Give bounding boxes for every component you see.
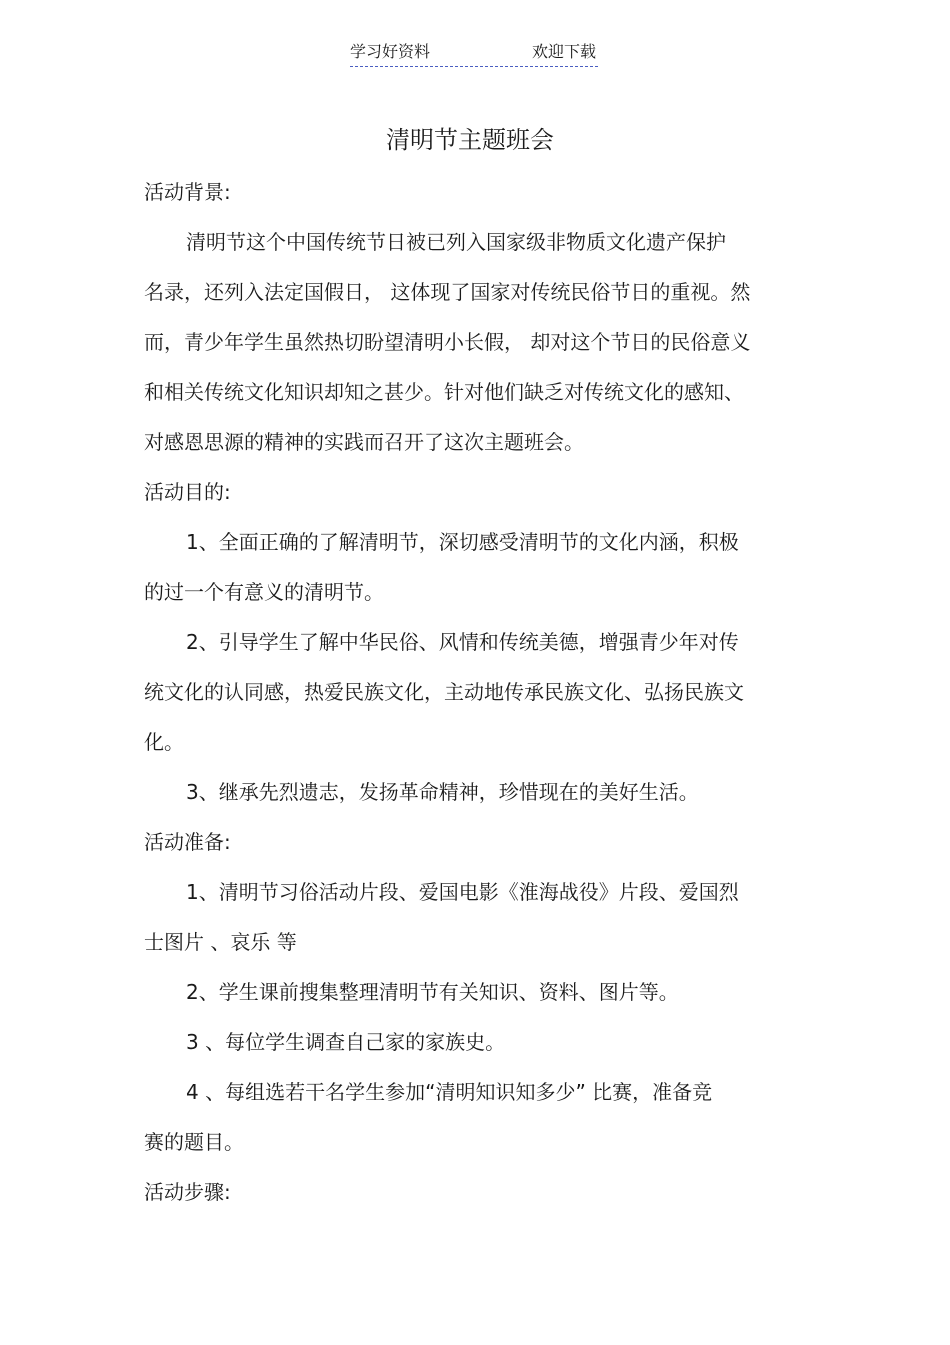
paragraph-line: 3、继承先烈遗志，发扬革命精神，珍惜现在的美好生活。	[186, 780, 699, 804]
paragraph-line: 3 、每位学生调查自己家的家族史。	[186, 1030, 506, 1054]
page-header	[350, 41, 598, 67]
paragraph-line: 统文化的认同感，热爱民族文化，主动地传承民族文化、弘扬民族文	[144, 680, 744, 704]
section-heading-background: 活动背景:	[144, 180, 231, 204]
paragraph-line: 士图片 、哀乐 等	[144, 930, 297, 954]
paragraph-line: 而，青少年学生虽然热切盼望清明小长假， 却对这个节日的民俗意义	[144, 330, 751, 354]
section-heading-steps: 活动步骤:	[144, 1180, 231, 1204]
paragraph-line: 1、全面正确的了解清明节，深切感受清明节的文化内涵，积极	[186, 530, 739, 554]
paragraph-line: 2、学生课前搜集整理清明节有关知识、资料、图片等。	[186, 980, 679, 1004]
paragraph-line: 1、清明节习俗活动片段、爱国电影《淮海战役》片段、爱国烈	[186, 880, 739, 904]
header-right-text: 欢迎下载	[531, 42, 596, 61]
paragraph-line: 化。	[144, 730, 184, 754]
section-heading-preparation: 活动准备:	[144, 830, 231, 854]
document-title: 清明节主题班会	[386, 126, 554, 154]
paragraph-line: 名录，还列入法定国假日， 这体现了国家对传统民俗节日的重视。然	[144, 280, 751, 304]
paragraph-line: 对感恩思源的精神的实践而召开了这次主题班会。	[144, 430, 584, 454]
paragraph-line: 清明节这个中国传统节日被已列入国家级非物质文化遗产保护	[186, 230, 726, 254]
header-left-text: 学习好资料	[350, 42, 431, 61]
paragraph-line: 的过一个有意义的清明节。	[144, 580, 384, 604]
paragraph-line: 和相关传统文化知识却知之甚少。针对他们缺乏对传统文化的感知、	[144, 380, 744, 404]
paragraph-line: 赛的题目。	[144, 1130, 244, 1154]
section-heading-goals: 活动目的:	[144, 480, 231, 504]
paragraph-line: 4 、每组选若干名学生参加“清明知识知多少” 比赛，准备竞	[186, 1080, 713, 1104]
paragraph-line: 2、引导学生了解中华民俗、风情和传统美德，增强青少年对传	[186, 630, 739, 654]
